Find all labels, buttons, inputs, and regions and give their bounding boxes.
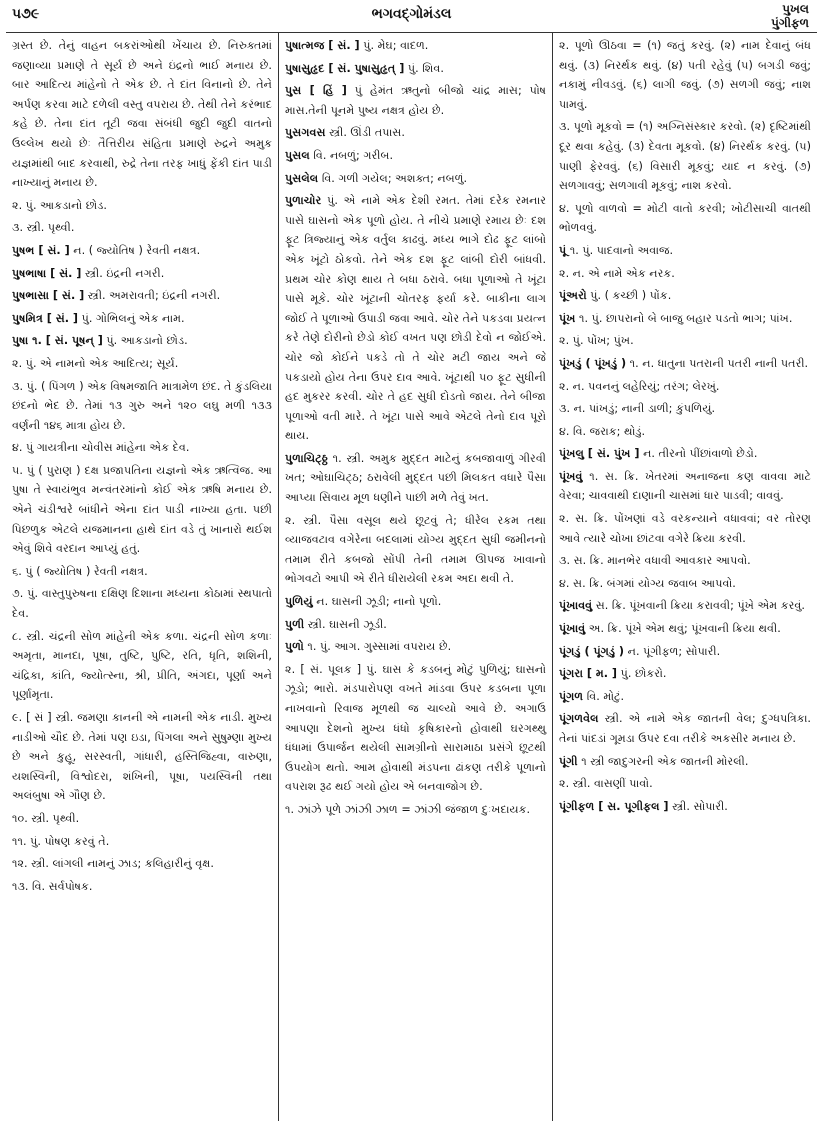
entry-definition: ૬. પું ( જ્યોતિષ ) રેવતી નક્ષત્ર. <box>12 564 148 578</box>
entry-definition: ન. ( જ્યોતિષ ) રેવતી નક્ષત્ર. <box>73 243 201 257</box>
entry-definition: ૧. પું. પાદવાનો અવાજ. <box>569 243 674 257</box>
dictionary-entry <box>559 444 811 464</box>
dictionary-entry <box>559 664 811 684</box>
entry-definition: સ. ક્રિ. પૂંખવાની ક્રિયા કરાવવી; પૂંખે એમ કરવું. <box>595 599 805 613</box>
dictionary-entry <box>559 399 811 419</box>
column-2 <box>278 33 553 1121</box>
entry-definition: ૪. વિ. જરાક; થોડું. <box>559 424 646 438</box>
entry-headword: પુષાસુહૃદ [ સં. પુષાસુહૃત્ ] <box>285 61 405 75</box>
dictionary-entry <box>285 59 546 79</box>
entry-definition: ૧. ઝાંઝે પૂળે ઝાંઝી ઝાળ = ઝાંઝી જંજાળ દુઃખદાયક. <box>285 802 531 816</box>
entry-definition: ગ્રસ્ત છે. તેનું વાહન બકરાંઓથી ખેંચાય છે. નિરુક્તમાં જણાવ્યા પ્રમાણે તે સૂર્ય છે અને ઇંદ્રનો ભાઈ મનાય છે. બાર આદિત્ય માંહેનો તે એક છે. તે દાંત વિનાનો છે. તેને અર્પણ કરવા માટે દળેલી વસ્તુ વપરાય છે. તેથી તેને કરંભાદ કહે છે. તેના દાંત તૂટી જવા સંબંધી જુદી જુદી વાતનો ઉલ્લેખ થયો છેઃ તૈત્તિરીય સંહિતા પ્રમાણે રુદ્રને અમુક યજ્ઞમાંથી બાદ કરવાથી, રુદ્રે તેના તરફ ખાધું ફેંકી દાંત પાડી નાખ્યાનું મનાય છે. <box>12 39 272 190</box>
entry-definition: ૨. પું. આકડાનો છોડ. <box>12 198 107 212</box>
dictionary-entry <box>559 797 811 817</box>
dictionary-entry <box>559 241 811 261</box>
dictionary-entry <box>12 264 272 284</box>
entry-definition: પું. એ નામે એક દેશી રમત. તેમાં દરેક રમનાર પાસે ઘાસનો એક પૂળો હોય. તે નીચે પ્રમાણે રમાય છેઃ દશ ફૂટ ત્રિજ્યાનું એક વર્તુલ કાઢવું. મધ્ય ભાગે દોઢ ફૂટ લાંબો એક ખૂંટો ઠોકવો. તેને એક દશ ફૂટ લાંબી દોરી બાંધવી. પ્રથમ ચોર કોણ થાય તે બધા ઠરાવે. બધા પૂળાઓ તે ખૂંટા પાસે મૂકે. ચોર ખૂંટાની ચોતરફ ફર્યા કરે. બાકીના લાગ જોઈ તે પૂળાઓ ઉપાડી જવા આવે. ચોર તેને પકડવા પ્રયત્ન કરે તેણે દોરીનો છેડો કોઈ વખત પણ છોડી દેવો ન જોઈએ. ચોર જો કોઈને પકડે તો તે ચોર મટી જાય અને જે પકડાયો હોય તેના ઉપર દાવ આવે. ખૂંટાથી ૫૦ ફૂટ સુધીની હદ મુકરર કરવી. ચોર તે હદ સુધી દોડતો જાય. તેને બીજા પૂળાઓ વતી મારે. તે ખૂંટા પાસે આવે એટલે તેનો દાવ પૂરો થાય. <box>285 194 546 443</box>
entry-columns <box>6 32 817 1121</box>
entry-headword: પૂંખવું <box>559 469 583 483</box>
entry-definition: પું. છોકરો. <box>620 667 667 681</box>
entry-definition: ૩. પૂળો મૂકવો = (૧) અગ્નિસંસ્કાર કરવો. (૨) દૃષ્ટિમાંથી દૂર થવા કહેવું. (૩) દેવતા મૂકવો. (૪) નિરર્થક કરવું. (૫) પાણી ફેરવવું. (૬) વિસારી મૂકવું; યાદ ન કરવું. (૭) સળગાવવું; સળગાવી મૂકવું; નાશ કરવો. <box>559 120 811 193</box>
dictionary-entry <box>285 660 546 797</box>
dictionary-entry <box>559 264 811 284</box>
entry-definition: સ્ત્રી. ઇંદ્રની નગરી. <box>85 266 165 280</box>
dictionary-entry <box>12 584 272 623</box>
dictionary-entry <box>559 574 811 594</box>
dictionary-entry <box>12 331 272 351</box>
entry-definition: વિ. ગળી ગયેલ; અશક્ત; નબળું. <box>321 171 468 185</box>
entry-headword: પુષાત્મજ [ સં. ] <box>285 39 360 52</box>
dictionary-entry <box>285 637 546 657</box>
entry-definition: ૨. પું. એ નામનો એક આદિત્ય; સૂર્ય. <box>12 356 179 370</box>
dictionary-entry <box>559 551 811 571</box>
entry-headword: પુળિયું <box>285 595 313 609</box>
dictionary-entry <box>559 377 811 397</box>
entry-definition: પું. ગોભિલનું એક નામ. <box>81 311 185 325</box>
dictionary-entry <box>285 146 546 166</box>
guide-word-first: પુખલ <box>782 2 809 16</box>
entry-definition: ન. તીરનો પીંછાંવાળો છેડો. <box>643 447 758 461</box>
entry-definition: ૩. પું. ( પિંગળ ) એક વિષમજાતિ માત્રામેળ છંદ. તે કુંડલિયા છંદનો ભેદ છે. તેમાં ૧૩ ગુરુ અને ૧૨૦ લઘુ મળી ૧૩૩ વર્ણની ૧૪૬ માત્રા હોય છે. <box>12 379 272 432</box>
entry-definition: સ્ત્રી. સોપારી. <box>672 799 728 813</box>
dictionary-entry <box>12 708 272 806</box>
entry-headword: પુસલેલ <box>285 171 319 185</box>
entry-headword: પૂંખાવું <box>559 622 586 636</box>
guide-words <box>771 2 809 30</box>
entry-definition: ૪. પૂળો વાળવો = મોટી વાતો કરવી; ખોટીસાચી વાતથી ભોળવવું. <box>559 201 811 235</box>
column-1 <box>6 33 278 1121</box>
entry-definition: ૭. પું. વાસ્તુપુરુષના દક્ષિણ દિશાના મધ્યના કોઠામાં સ્થપાતો દેવ. <box>12 587 272 621</box>
entry-headword: પૂંખલુ [ સં. પુંખ ] <box>559 447 640 461</box>
dictionary-entry <box>285 81 546 120</box>
dictionary-entry <box>559 354 811 374</box>
dictionary-entry <box>559 467 811 506</box>
dictionary-entry <box>12 241 272 261</box>
dictionary-entry <box>559 309 811 329</box>
entry-headword: પુષભ [ સં. ] <box>12 243 70 257</box>
dictionary-entry <box>285 191 546 446</box>
dictionary-entry <box>559 36 811 114</box>
entry-headword: પૂંગીફળ [ સ. પૂગીફલ ] <box>559 799 669 813</box>
entry-definition: ૧. સ્ત્રી. અમુક મુદ્દત માટેનું કબજાવાળું ગીરવી ખત; ઓઘાચિટ્ઠ; ઠરાવેલી મુદ્દત પછી મિલકત વધારે પૈસા આપ્યા સિવાય મૂળ ધણીને પાછી મળે તેવું ખત. <box>285 451 547 505</box>
entry-definition: પું. શિવ. <box>407 61 444 75</box>
entry-definition: ૨. [ સં. પૂલક ] પું. ઘાસ કે કડબનું મોટું પુળિયું; ઘાસનો ઝૂડો; ભારો. મંડપારોપણ વખતે માંડવા ઉપર કડબના પૂળા નાખવાનો રિવાજ મૂળથી જ ચાલ્યો આવે છે. અગાઉ આપણા દેશનો મુખ્ય ધંધો કૃષિકારનો હોવાથી ઘરગથ્થુ ધંધામાં ઉપાર્જન થયેલી સામગ્રીનો સારામાઠા પ્રસંગે છૂટથી ઉપયોગ થતો. આમ હોવાથી મંડપના ઢાંકણ તરીકે પૂળાનો વપરાશ રૂઢ થઈ ગયો હોય એ બનવાજોગ છે. <box>285 662 546 794</box>
entry-definition: ૧૦. સ્ત્રી. પૃથ્વી. <box>12 811 80 825</box>
dictionary-entry <box>559 642 811 662</box>
entry-definition: ૧. ન. ધાતુના પતરાની પતરી નાની પતરી. <box>629 356 809 370</box>
dictionary-entry <box>12 877 272 897</box>
entry-definition: પું. ( કચ્છી ) પોંક. <box>590 289 672 303</box>
entry-definition: ૧૩. વિ. સર્વપોષક. <box>12 879 93 893</box>
entry-definition: પું. મેઘ; વાદળ. <box>363 39 429 52</box>
entry-headword: પૂંગરા [ મ. ] <box>559 667 618 681</box>
entry-definition: ૨. ન. એ નામે એક નરક. <box>559 266 675 280</box>
entry-headword: પૂંગડું ( પૂંગડું ) <box>559 644 625 658</box>
entry-definition: ૨. સ. ક્રિ. પોંખણાં વડે વરકન્યાને વધાવવાં; વર તોરણ આવે ત્યારે ચોખા છાંટવા વગેરે ક્રિયા કરવી. <box>559 512 811 545</box>
dictionary-entry <box>559 286 811 306</box>
entry-definition: વિ. નબળું; ગરીબ. <box>313 148 394 162</box>
entry-headword: પુષમિત્ર [ સં. ] <box>12 311 79 325</box>
entry-definition: ૩. સ્ત્રી. પૃથ્વી. <box>12 221 75 235</box>
dictionary-entry <box>12 438 272 458</box>
dictionary-entry <box>559 687 811 707</box>
dictionary-entry <box>559 619 811 639</box>
entry-definition: ૫. પું ( પુરાણ ) દક્ષ પ્રજાપતિના યજ્ઞનો એક ઋત્વિજ. આ પુષા તે સ્વાયંભુવ મન્વંતરમાંનો કોઈ એક ઋષિ મનાય છે. એને ચંડીશ્વરે બાંધીને એના દાંત પાડી નાખ્યા હતા. પછી પિછળુક એટલે યજમાનના હાથે દાંત વડે તું ખાનારો થઈશ એવું શિવે વરદાન આપ્યું હતું. <box>12 463 272 556</box>
entry-definition: ૨. સ્ત્રી. પૈસા વસૂલ થયે છૂટવું તે; ધીરેલ રકમ તથા વ્યાજવટાવ વગેરેના બદલામાં યોગ્ય મુદ્દત સુધી જમીનનો તમામ રીતે કબજો સોંપી તેની તમામ ઊપજ ખાવાનો ભોગવટો આપી એ રીતે ધીરાયેલી રકમ અદા થવી તે. <box>285 513 546 586</box>
entry-definition: પું હેમંત ઋતુનો બીજો ચાંદ્ર માસ; પોષ માસ.તેની પૂનમે પુષ્ય નક્ષત્ર હોય છે. <box>285 84 546 117</box>
page-header <box>6 2 817 32</box>
entry-definition: ૩. ન. પાંખડું; નાની ડાળી; કુંપળિયું. <box>559 402 716 416</box>
entry-headword: પૂંગળ <box>559 689 584 703</box>
column-3 <box>553 33 817 1121</box>
entry-definition: ૨. ન. પવનનું લહેરિયું; તરંગ; લેરખું. <box>559 379 720 393</box>
dictionary-entry <box>285 449 546 508</box>
entry-definition: ૧. પું. આગ. ગુસ્સામાં વપરાય છે. <box>307 640 452 654</box>
dictionary-entry <box>559 596 811 616</box>
dictionary-entry <box>12 461 272 559</box>
entry-definition: ૧. પું. છાપરાનો બે બાજુ બહાર પડતો ભાગ; પાંખ. <box>579 311 793 325</box>
dictionary-entry <box>12 309 272 329</box>
page-number: પ૭૯ <box>12 6 40 22</box>
entry-definition: સ્ત્રી. ઊંડી તપાસ. <box>329 126 405 140</box>
entry-headword: પુષભાસા [ સં. ] <box>12 289 85 303</box>
dictionary-entry <box>12 854 272 874</box>
dictionary-entry <box>285 615 546 635</box>
entry-headword: પૂંગી <box>559 754 578 768</box>
entry-headword: પૂંઅરો <box>559 289 587 303</box>
dictionary-entry <box>559 509 811 548</box>
entry-definition: ન. ઘાસની ઝૂડી; નાનો પૂળો. <box>316 595 442 609</box>
dictionary-entry <box>12 832 272 852</box>
entry-definition: ૨. પું. પોંખ; પુંખ. <box>559 334 634 348</box>
entry-headword: પુળી <box>285 617 305 631</box>
entry-definition: ૪. પું ગાયત્રીના ચોવીસ માંહેના એક દેવ. <box>12 441 190 455</box>
dictionary-entry <box>559 774 811 794</box>
entry-headword: પૂંખડું ( પૂંખડું ) <box>559 356 627 370</box>
entry-definition: ૮. સ્ત્રી. ચંદ્રની સોળ માંહેની એક કળા. ચંદ્રની સોળ કળાઃ અમૃતા, માનદા, પૂષા, તુષ્ટિ, પુષ્ટિ, રતિ, ધૃતિ, શશિની, ચંદ્રિકા, કાંતિ, જ્યોત્સ્ના, શ્રી, પ્રીતિ, અંગદા, પૂર્ણા અને પૂર્ણામૃતા. <box>12 629 272 702</box>
dictionary-entry <box>12 377 272 436</box>
dictionary-entry <box>285 169 546 189</box>
entry-definition: સ્ત્રી. ઘાસની ઝૂડી. <box>307 617 387 631</box>
entry-definition: વિ. મોટું. <box>586 689 625 703</box>
dictionary-entry <box>12 809 272 829</box>
entry-headword: પુળાચિટ્ઠ્ઠ <box>285 451 328 465</box>
entry-headword: પૂંખ <box>559 311 576 325</box>
entry-headword: પૂં <box>559 243 567 257</box>
entry-definition: સ્ત્રી. અમરાવતી; ઇંદ્રની નગરી. <box>87 289 221 303</box>
entry-definition: ૨. પૂળો ઊઠવા = (૧) જતું કરવું. (૨) નામ દેવાનું બંધ થવું. (૩) નિરર્થક થવું. (૪) પતી રહેવું (૫) બગડી જવું; નકામું નીવડવું. (૬) લાગી જવું. (૭) સળગી જવું; નાશ પામવું. <box>559 39 811 111</box>
dictionary-entry <box>12 627 272 705</box>
entry-headword: પુળાચોર <box>285 194 322 208</box>
entry-headword: પુસ [ હિં ] <box>285 84 347 98</box>
dictionary-entry <box>12 286 272 306</box>
entry-headword: પૂંગળવેલ <box>559 712 599 726</box>
dictionary-entry <box>559 752 811 772</box>
dictionary-entry <box>559 199 811 238</box>
dictionary-entry <box>285 592 546 612</box>
entry-definition: ૧. સ. ક્રિ. ખેતરમાં અનાજના કણ વાવવા માટે વેરવા; ચાવવાથી દાણાની ચાસમાં ધાર પાડવી; વાવવું. <box>559 469 811 503</box>
dictionary-entry <box>285 36 546 56</box>
dictionary-entry <box>559 709 811 748</box>
entry-headword: પુસગવસ <box>285 126 326 140</box>
entry-definition: ન. પૂંગીફળ; સોપારી. <box>627 644 721 658</box>
entry-headword: પુસલ <box>285 148 310 162</box>
dictionary-entry <box>12 562 272 582</box>
entry-definition: સ્ત્રી. એ નામે એક જાતની વેલ; દુગ્ધપત્રિકા. તેનાં પાંદડાં ગૂમડા ઉપર દવા તરીકે અકસીર મનાય છે. <box>559 712 811 745</box>
entry-headword: પુષભાષા [ સં. ] <box>12 266 82 280</box>
dictionary-entry <box>285 800 546 820</box>
entry-definition: પું. આકડાનો છોડ. <box>106 334 188 348</box>
entry-definition: ૧૧. પું. પોષણ કરવું તે. <box>12 834 110 848</box>
dictionary-entry <box>12 218 272 238</box>
entry-headword: પૂંખાવવું <box>559 599 593 613</box>
entry-headword: પુળો <box>285 640 304 654</box>
dictionary-entry <box>12 196 272 216</box>
dictionary-entry <box>559 422 811 442</box>
entry-headword: પુષા ૧. [ સં. પૂષન્ ] <box>12 334 103 348</box>
dictionary-entry <box>12 354 272 374</box>
dictionary-entry <box>12 36 272 193</box>
dictionary-entry <box>285 123 546 143</box>
guide-word-last: પુંગીફળ <box>771 16 809 30</box>
entry-definition: ૧૨. સ્ત્રી. લાંગલી નામનું ઝાડ; કલિહારીનું વૃક્ષ. <box>12 857 214 871</box>
dictionary-entry <box>559 331 811 351</box>
entry-definition: ૯. [ સં ] સ્ત્રી. જમણા કાનની એ નામની એક નાડી. મુખ્ય નાડીઓ ચૌદ છે. તેમાં પણ ઇડા, પિંગલા અને સુષુમ્ણા મુખ્ય છે અને કુહૂ, સરસ્વતી, ગાંધારી, હસ્તિજિહ્વા, વારુણા, યશસ્વિની, વિશ્વોદરા, શંખિની, પૂષા, પયસ્વિની તથા અલંબુષા એ ગૌણ છે. <box>12 711 272 803</box>
entry-definition: ૧ સ્ત્રી જાદુગરની એક જાતની મોરલી. <box>581 754 749 768</box>
dictionary-entry <box>285 511 546 589</box>
entry-definition: ૨. સ્ત્રી. વાસણીં પાવો. <box>559 777 653 791</box>
entry-definition: ૪. સ. ક્રિ. બંગમાં યોગ્ય જવાબ આપવો. <box>559 576 736 590</box>
entry-definition: અ. ક્રિ. પૂંખે એમ થવું; પૂંખવાની ક્રિયા થવી. <box>588 622 781 636</box>
page-title: ભગવદ્ગોમંડલ <box>371 6 452 22</box>
dictionary-entry <box>559 117 811 195</box>
entry-definition: ૩. સ. ક્રિ. માનભેર વધાવી આવકાર આપવો. <box>559 554 751 568</box>
